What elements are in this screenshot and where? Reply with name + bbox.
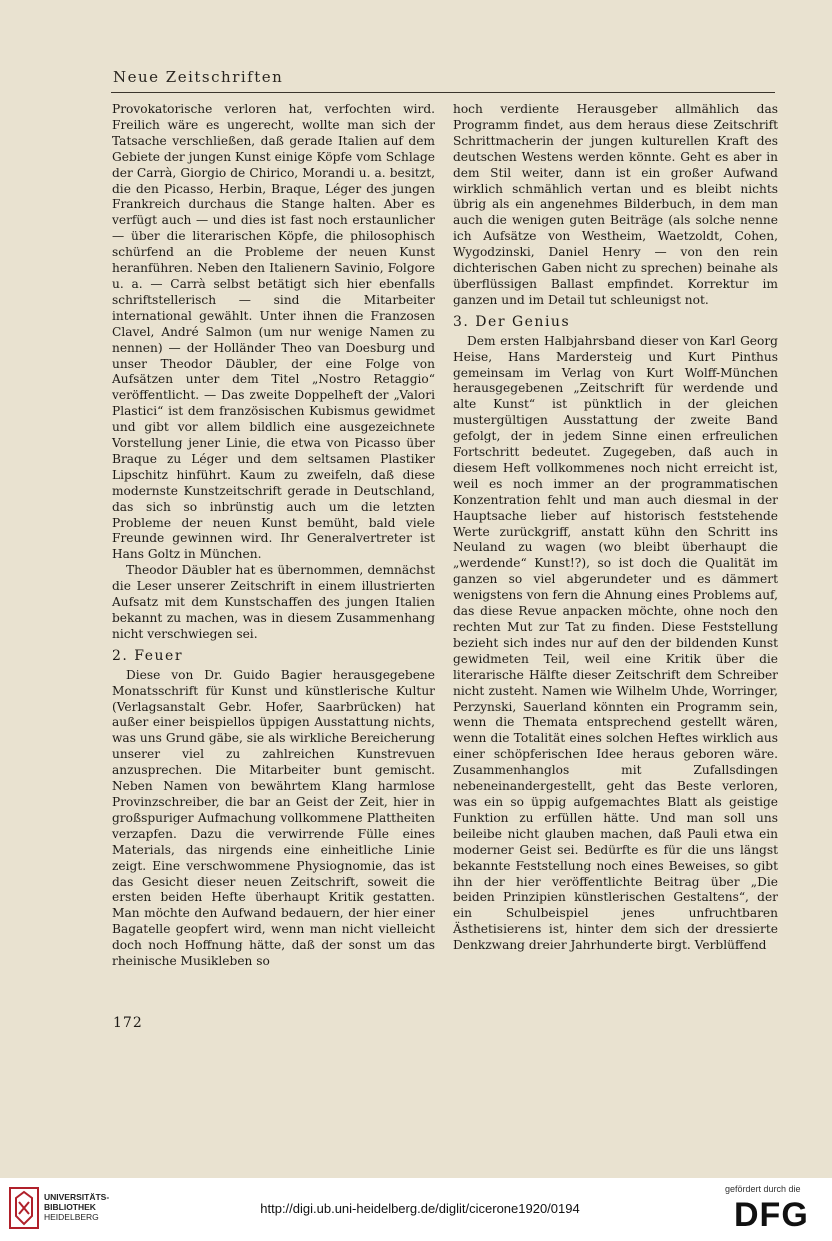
header-rule — [111, 92, 775, 93]
sponsor-caption: gefördert durch die — [725, 1184, 801, 1194]
right-paragraph-2: Dem ersten Halbjahrsband dieser von Karl Georg Heise, Hans Mardersteig und Kurt Pinthus gemeinsam im Verlag von Kurt Wolff-München herausgegebenen „Zeitschrift für werdende und alte Kunst“ ist pünktlich in der gleichen mustergültigen Ausstattung der zweite Band gefolgt, der in jedem Sinne einen erfreulichen Fortschritt bedeutet. Zugegeben, daß auch in diesem Heft vollkommenes noch nicht erreicht ist, weil es noch immer an der programmatischen Konzentration fehlt und man auch diesmal in der Hauptsache lieber auf historisch feststehende Werte zurückgriff, anstatt kühn den Schritt ins Neuland zu wagen (wo bleibt überhaupt die „werdende“ Kunst!?), so ist doch die Qualität im ganzen so viel abgerundeter und es dämmert wenigstens von fern die Ahnung eines Problems auf, das diese Revue anpacken möchte, ohne noch den rechten Mut zur Tat zu finden. Diese Feststellung bezieht sich indes nur auf den der bildenden Kunst gewidmeten Teil, weil eine Kritik über die literarische Hälfte dieser Zeitschrift dem Schreiber nicht zusteht. Namen wie Wilhelm Uhde, Worringer, Perzynski, Sauerland könnten ein Programm sein, wenn die Themata entsprechend gestellt wären, wenn die Totalität eines solchen Heftes wirklich aus einer schöpferischen Idee heraus geboren wäre. Zusammenhanglos mit Zufallsdingen nebeneinandergestellt, geht das Beste verloren, was ein so üppig aufgemachtes Blatt als geistige Funktion zu erfüllen hätte. Und man soll uns beileibe nicht glauben machen, daß Pauli etwa ein moderner Geist sei. Bedürfte es für die uns längst bekannte Feststellung noch eines Beweises, so gibt ihn der hier veröffentlichte Beitrag über „Die beiden Prinzipien künstlerischen Gestaltens“, der ein Schulbeispiel jenes unfruchtbaren Ästhetisierens ist, hinter dem sich der dressierte Denkzwang dreier Jahrhunderte birgt. Verblüffend — [453, 333, 778, 953]
right-column — [453, 102, 778, 954]
library-name — [44, 1192, 109, 1222]
left-paragraph-2: Theodor Däubler hat es übernommen, demnächst die Leser unserer Zeitschrift in einem illustrierten Aufsatz mit dem Kunstschaffen des jungen Italien bekannt zu machen, was in diesem Zusammenhang nicht verschwiegen sei. — [112, 563, 435, 641]
library-line-1: UNIVERSITÄTS- — [44, 1192, 110, 1202]
heidelberg-seal-icon — [8, 1186, 40, 1230]
library-logo[interactable] — [8, 1186, 118, 1234]
right-paragraph-1: hoch verdiente Herausgeber allmählich das Programm findet, aus dem heraus diese Zeitschrift Schrittmacherin der jungen kulturellen Kraft des deutschen Westens werden könnte. Geht es aber in dem Stil weiter, dann ist ein großer Aufwand wirklich schmählich vertan und es bleibt nichts übrig als ein angenehmes Bilderbuch, in dem man auch die wenigen guten Beiträge (als solche nenne ich Aufsätze von Westheim, Waetzoldt, Cohen, Wygodzinski, Daniel Henry — von den rein dichterischen Gaben nicht zu sprechen) beinahe als überflüssigen Ballast empfindet. Korrektur im ganzen und im Detail tut schleunigst not. — [453, 102, 778, 307]
section-title-genius: 3. Der Genius — [453, 313, 571, 330]
digitization-footer — [0, 1178, 832, 1241]
section-title-feuer: 2. Feuer — [112, 647, 184, 664]
left-paragraph-3: Diese von Dr. Guido Bagier herausgegebene Monatsschrift für Kunst und künstlerische Kultur (Verlagsanstalt Gebr. Hofer, Saarbrücken) hat außer einer beispiellos üppigen Ausstattung nichts, was uns Grund gäbe, sie als wirkliche Bereicherung unserer viel zu zahlreichen Kunstrevuen anzusprechen. Die Mitarbeiter bunt gemischt. Neben Namen von bewährtem Klang harmlose Provinzschreiber, die bar an Geist der Zeit, hier in großspuriger Aufmachung vollkommene Plattheiten verzapfen. Dazu die verwirrende Fülle eines Materials, das nirgends eine einheitliche Linie zeigt. Eine verschwommene Physiognomie, das ist das Gesicht dieser neuen Zeitschrift, soweit die ersten beiden Hefte überhaupt Kritik gestatten. Man möchte den Aufwand bedauern, der hier einer Bagatelle geopfert wird, wenn man nicht vielleicht doch noch Hoffnung hätte, daß der sonst um das rheinische Musikleben so — [112, 667, 435, 969]
left-column — [112, 102, 435, 970]
page-number: 172 — [113, 1015, 143, 1031]
dfg-logo[interactable]: DFG — [734, 1196, 809, 1234]
permalink-url[interactable]: http://digi.ub.uni-heidelberg.de/diglit/cicerone1920/0194 — [260, 1201, 580, 1216]
library-line-3: HEIDELBERG — [44, 1212, 99, 1222]
library-line-2: BIBLIOTHEK — [44, 1202, 96, 1212]
left-paragraph-1: Provokatorische verloren hat, verfochten wird. Freilich wäre es ungerecht, wollte man sich der Tatsache verschließen, daß gerade Italien auf dem Gebiete der jungen Kunst einige Köpfe vom Schlage der Carrà, Giorgio de Chirico, Morandi u. a. besitzt, die den Picasso, Herbin, Braque, Léger des jungen Frankreich durchaus die Stange halten. Aber es verfügt auch — und dies ist fast noch erstaunlicher — über die literarischen Köpfe, die philosophisch schürfend an die Probleme der neuen Kunst heranführen. Neben den Italienern Savinio, Folgore u. a. — Carrà selbst betätigt sich hier ebenfalls schriftstellerisch — sind die Mitarbeiter international gewählt. Unter ihnen die Franzosen Clavel, André Salmon (um nur wenige Namen zu nennen) — der Holländer Theo van Doesburg und unser Theodor Däubler, der eine Folge von Aufsätzen unter dem Titel „Nostro Retaggio“ veröffentlicht. — Das zweite Doppelheft der „Valori Plastici“ ist dem französischen Kubismus gewidmet und gibt vor allem bildlich eine ausgezeichnete Vorstellung jener Linie, die etwa von Picasso über Braque zu Léger und dem seltsamen Plastiker Lipschitz hinführt. Kaum zu zweifeln, daß diese modernste Kunstzeitschrift gerade in Deutschland, das sich so inbrünstig auch um die letzten Probleme der neuen Kunst bemüht, bald viele Freunde gewinnen wird. Ihr Generalvertreter ist Hans Goltz in München. — [112, 102, 435, 562]
running-head: Neue Zeitschriften — [113, 68, 284, 86]
